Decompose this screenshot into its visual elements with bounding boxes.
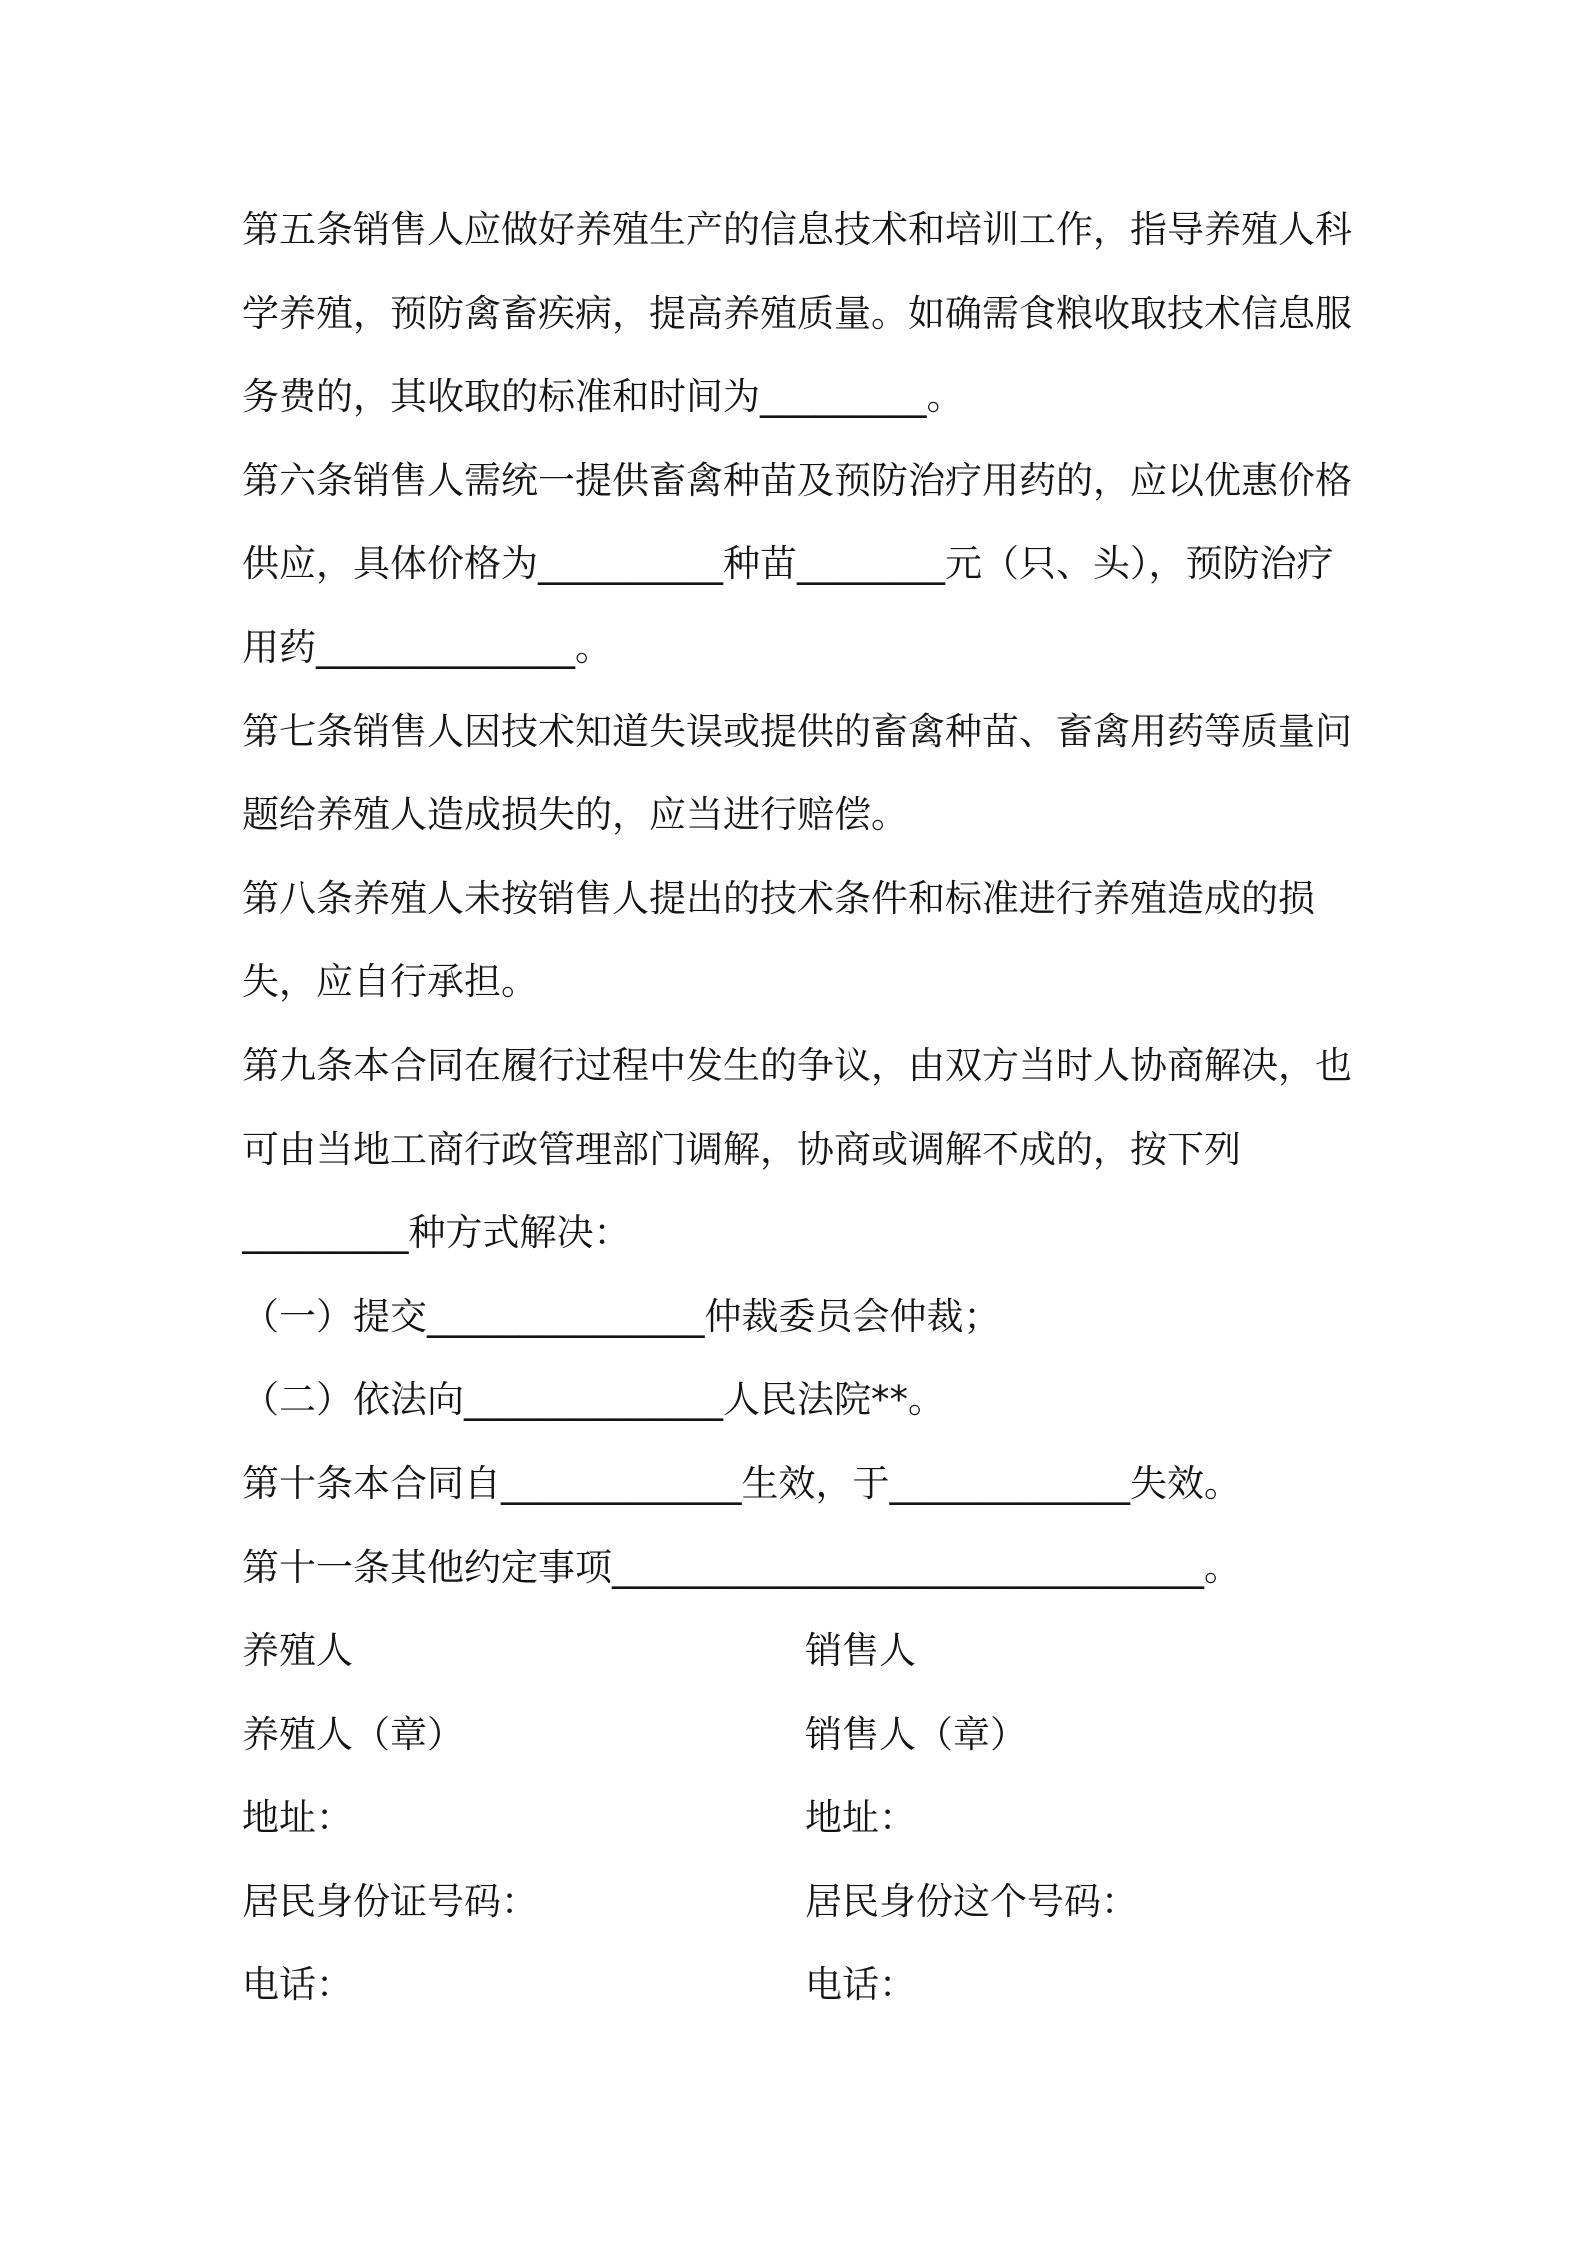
contract-line: 第十条本合同自_____________生效，于_____________失效。 <box>242 1461 1241 1505</box>
contract-line: （二）依法向______________人民法院**。 <box>242 1378 945 1422</box>
article-9 <box>242 1024 1352 1275</box>
article-8 <box>242 857 1352 1024</box>
article-9-option-1 <box>242 1275 1352 1359</box>
article-6 <box>242 439 1352 690</box>
contract-line: 第十一条其他约定事项________________________________。 <box>242 1545 1241 1589</box>
signature-row-seal <box>242 1693 1352 1777</box>
article-9-option-2 <box>242 1358 1352 1442</box>
contract-line: 第七条销售人因技术知道失误或提供的畜禽种苗、畜禽用药等质量问 <box>242 709 1352 753</box>
contract-line: 失，应自行承担。 <box>242 960 538 1004</box>
breeder-id-number: 居民身份证号码： <box>242 1879 538 1923</box>
signature-row-title <box>242 1609 1352 1693</box>
article-7 <box>242 690 1352 857</box>
breeder-phone: 电话： <box>242 1963 353 2007</box>
signature-block <box>242 1609 1352 2027</box>
contract-line: 第五条销售人应做好养殖生产的信息技术和培训工作，指导养殖人科 <box>242 208 1352 251</box>
contract-line: 供应，具体价格为__________种苗________元（只、头），预防治疗 <box>242 542 1334 586</box>
contract-line: 题给养殖人造成损失的，应当进行赔偿。 <box>242 793 908 837</box>
article-10 <box>242 1442 1352 1526</box>
contract-body <box>242 188 1352 2027</box>
seller-id-number: 居民身份这个号码： <box>805 1879 1138 1923</box>
seller-phone: 电话： <box>805 1963 916 2007</box>
contract-line: 用药______________。 <box>242 625 612 669</box>
breeder-title: 养殖人 <box>242 1629 353 1673</box>
seller-seal: 销售人（章） <box>805 1712 1027 1756</box>
contract-line: 第九条本合同在履行过程中发生的争议，由双方当时人协商解决，也 <box>242 1043 1352 1087</box>
signature-row-address <box>242 1776 1352 1860</box>
contract-line: 第六条销售人需统一提供畜禽种苗及预防治疗用药的，应以优惠价格 <box>242 458 1352 502</box>
signature-row-id <box>242 1860 1352 1944</box>
article-5 <box>242 188 1352 439</box>
breeder-seal: 养殖人（章） <box>242 1712 464 1756</box>
breeder-address: 地址： <box>242 1796 353 1840</box>
signature-row-phone <box>242 1943 1352 2027</box>
contract-line: 学养殖，预防禽畜疾病，提高养殖质量。如确需食粮收取技术信息服 <box>242 291 1352 335</box>
seller-title: 销售人 <box>805 1629 916 1673</box>
contract-line: 第八条养殖人未按销售人提出的技术条件和标准进行养殖造成的损 <box>242 876 1315 920</box>
seller-address: 地址： <box>805 1796 916 1840</box>
contract-line: 务费的，其收取的标准和时间为_________。 <box>242 375 964 419</box>
contract-line: _________种方式解决： <box>242 1211 631 1255</box>
article-11 <box>242 1526 1352 1610</box>
contract-line: 可由当地工商行政管理部门调解，协商或调解不成的，按下列 <box>242 1127 1241 1171</box>
contract-line: （一）提交_______________仲裁委员会仲裁； <box>242 1294 1001 1338</box>
